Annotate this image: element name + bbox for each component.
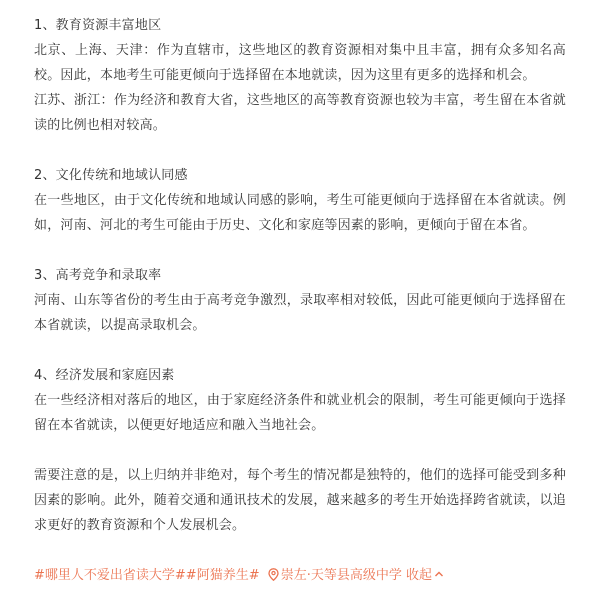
section-4 xyxy=(34,363,566,438)
post-footer xyxy=(34,563,566,588)
section-heading: 1、教育资源丰富地区 xyxy=(34,18,162,33)
section-paragraph: 在一些地区，由于文化传统和地域认同感的影响，考生可能更倾向于选择留在本省就读。例如，河南、河北的考生可能由于历史、文化和家庭等因素的影响，更倾向于留在本省。 xyxy=(34,193,566,233)
topic-link-health[interactable]: #阿猫养生# xyxy=(185,568,260,583)
closing-paragraph: 需要注意的是，以上归纳并非绝对，每个考生的情况都是独特的，他们的选择可能受到多种因素的影响。此外，随着交通和通讯技术的发展，越来越多的考生开始选择跨省就读，以追求更好的教育资源和个人发展机会。 xyxy=(34,468,566,533)
section-heading: 2、文化传统和地域认同感 xyxy=(34,168,188,183)
closing-note xyxy=(34,463,566,538)
location-label: 崇左·天等县高级中学 xyxy=(280,568,402,583)
section-3 xyxy=(34,263,566,338)
section-2 xyxy=(34,163,566,238)
section-heading: 4、经济发展和家庭因素 xyxy=(34,368,175,383)
topic-link-out-of-province[interactable]: #哪里人不爱出省读大学# xyxy=(34,568,186,583)
collapse-label: 收起 xyxy=(406,568,433,583)
section-paragraph: 河南、山东等省份的考生由于高考竞争激烈，录取率相对较低，因此可能更倾向于选择留在本省就读，以提高录取机会。 xyxy=(34,293,566,333)
section-paragraph: 江苏、浙江：作为经济和教育大省，这些地区的高等教育资源也较为丰富，考生留在本省就读的比例也相对较高。 xyxy=(34,93,566,133)
section-paragraph: 在一些经济相对落后的地区，由于家庭经济条件和就业机会的限制，考生可能更倾向于选择留在本省就读，以便更好地适应和融入当地社会。 xyxy=(34,393,566,433)
location-link[interactable] xyxy=(264,568,406,583)
collapse-button[interactable] xyxy=(406,568,444,583)
location-pin-icon xyxy=(268,568,279,581)
chevron-up-icon xyxy=(434,569,444,579)
section-heading: 3、高考竞争和录取率 xyxy=(34,268,162,283)
section-1 xyxy=(34,13,566,138)
section-paragraph: 北京、上海、天津：作为直辖市，这些地区的教育资源相对集中且丰富，拥有众多知名高校。因此，本地考生可能更倾向于选择留在本地就读，因为这里有更多的选择和机会。 xyxy=(34,43,566,83)
